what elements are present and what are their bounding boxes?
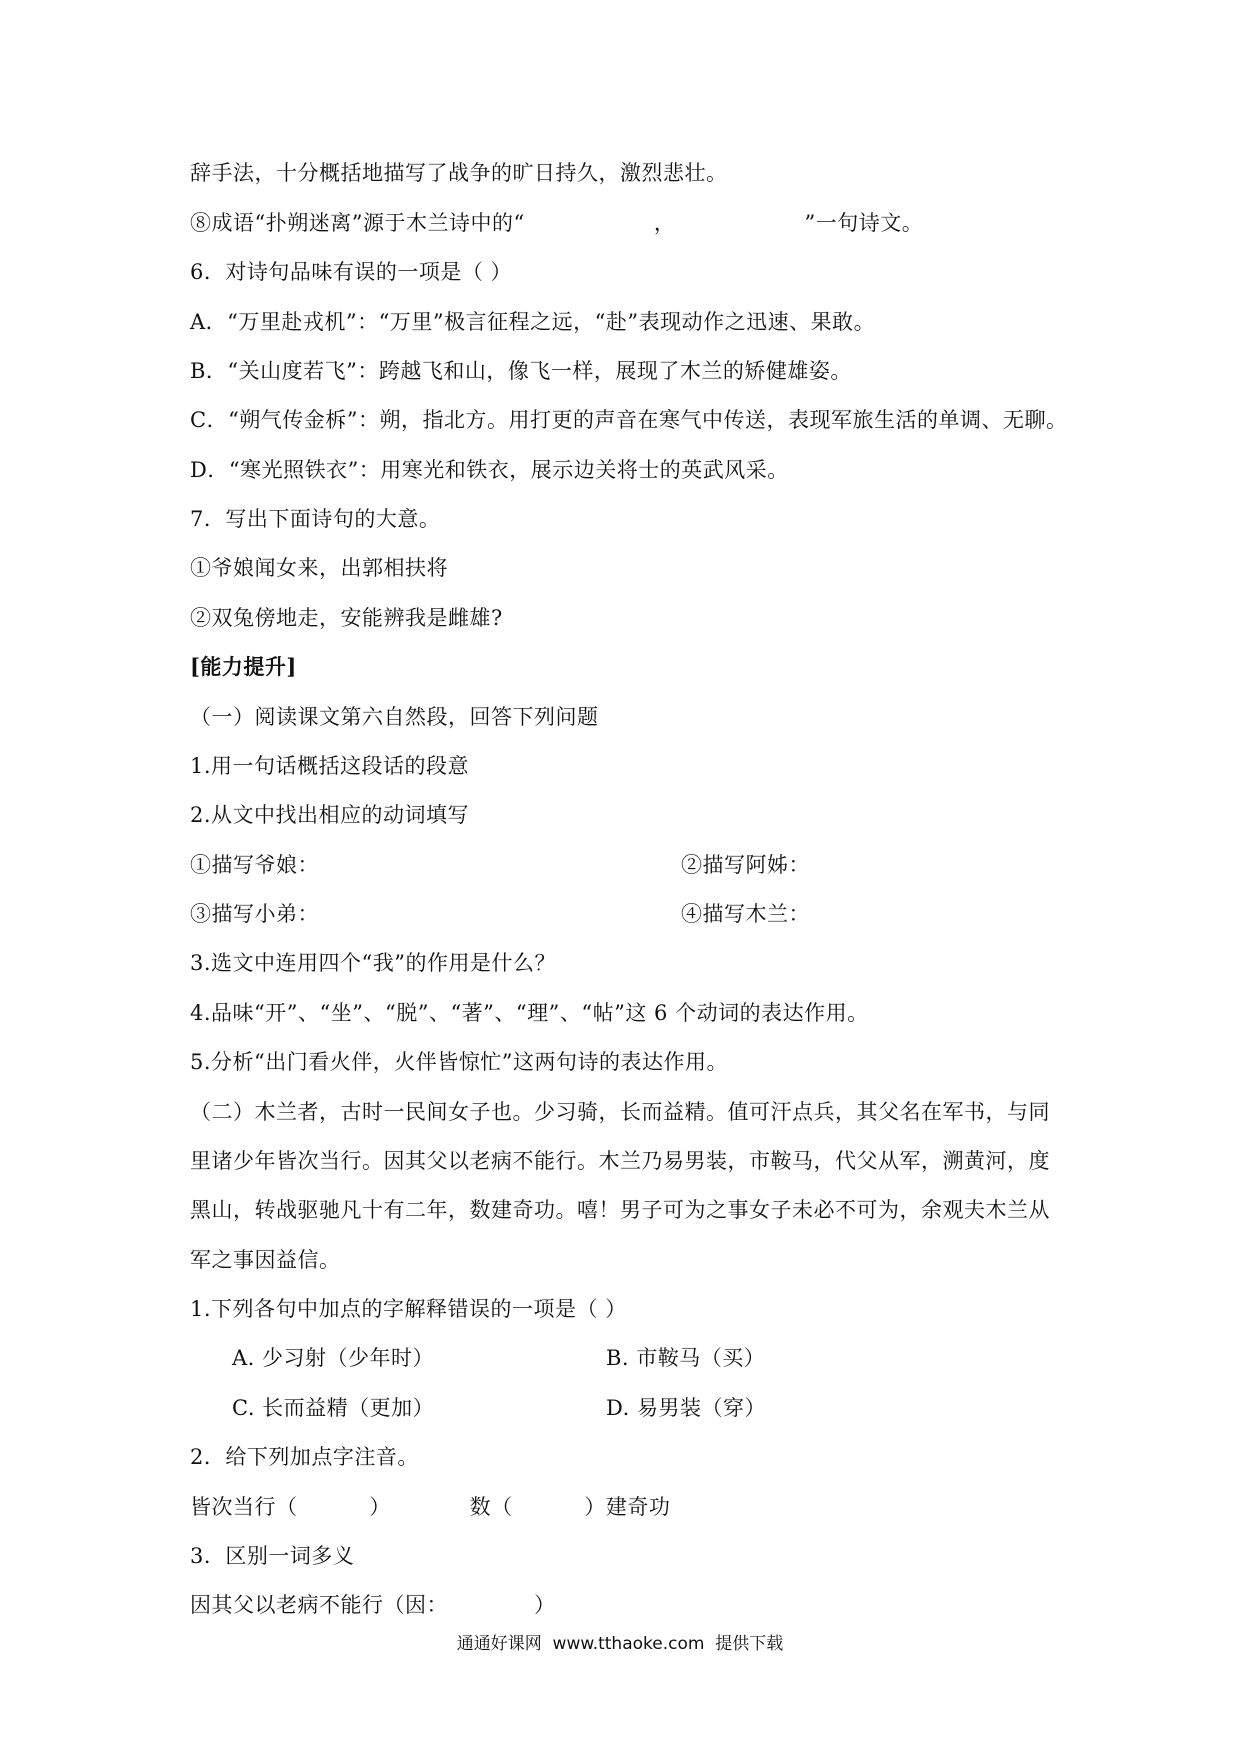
passage-2-question: 1.下列各句中加点的字解释错误的一项是（ ） (190, 1297, 627, 1321)
passage-1-question: 4.品味“开”、“坐”、“脱”、“著”、“理”、“帖”这 6 个动词的表达作用。 (190, 1001, 869, 1025)
question-7: 7．写出下面诗句的大意。 (190, 507, 441, 531)
passage-1-question: 2.从文中找出相应的动词填写 (190, 803, 470, 827)
option-a: A．“万里赴戎机”：“万里”极言征程之远，“赴”表现动作之迅速、果敢。 (190, 310, 876, 334)
fill-item: ①描写爷娘： (190, 853, 319, 877)
text-line: 辞手法，十分概括地描写了战争的旷日持久，激烈悲壮。 (190, 161, 728, 185)
passage-1-question: 1.用一句话概括这段话的段意 (190, 754, 470, 778)
choice-c: C. 长而益精（更加） (232, 1396, 435, 1420)
passage-2-text: 黑山，转战驱驰凡十有二年，数建奇功。嘻！男子可为之事女子未必不可为，余观夫木兰从 (190, 1198, 1050, 1222)
choice-d: D. 易男装（穿） (606, 1396, 766, 1420)
question-6: 6．对诗句品味有误的一项是（ ） (190, 260, 513, 284)
passage-2-text: 里诸少年皆次当行。因其父以老病不能行。木兰乃易男装，市鞍马，代父从军，溯黄河，度 (190, 1149, 1050, 1173)
choice-b: B. 市鞍马（买） (606, 1346, 766, 1370)
fill-item: ②描写阿姊： (681, 853, 810, 877)
option-b: B．“关山度若飞”：跨越飞和山，像飞一样，展现了木兰的矫健雄姿。 (190, 359, 852, 383)
passage-1-question: 5.分析“出门看火伴，火伴皆惊忙”这两句诗的表达作用。 (190, 1050, 729, 1074)
passage-2-text: （二）木兰者，古时一民间女子也。少习骑，长而益精。值可汗点兵，其父名在军书，与同 (190, 1100, 1050, 1124)
text-line: ⑧成语“扑朔迷离”源于木兰诗中的“ ， ”一句诗文。 (190, 211, 924, 235)
choice-a: A. 少习射（少年时） (232, 1346, 435, 1370)
option-d: D．“寒光照铁衣”：用寒光和铁衣，展示边关将士的英武风采。 (190, 458, 789, 482)
passage-2-text: 军之事因益信。 (190, 1248, 341, 1272)
passage-1-title: （一）阅读课文第六自然段，回答下列问题 (190, 705, 599, 729)
section-heading: [能力提升] (190, 654, 297, 679)
pinyin-line: 皆次当行（ ） 数（ ）建奇功 (190, 1495, 671, 1519)
fill-item: ④描写木兰： (681, 902, 810, 926)
question-7-item: ②双兔傍地走，安能辨我是雌雄? (190, 606, 503, 630)
option-c: C．“朔气传金柝”：朔，指北方。用打更的声音在寒气中传送，表现军旅生活的单调、无聊。 (190, 408, 1068, 432)
fill-item: ③描写小弟： (190, 902, 319, 926)
passage-2-question: 2．给下列加点字注音。 (190, 1445, 419, 1469)
polysemy-line: 因其父以老病不能行（因： ） (190, 1593, 556, 1617)
question-7-item: ①爷娘闻女来，出郭相扶将 (190, 556, 448, 580)
passage-2-question: 3．区别一词多义 (190, 1544, 355, 1568)
passage-1-question: 3.选文中连用四个“我”的作用是什么？ (190, 951, 557, 975)
footer: 通通好课网 www.tthaoke.com 提供下载 (456, 1634, 784, 1654)
